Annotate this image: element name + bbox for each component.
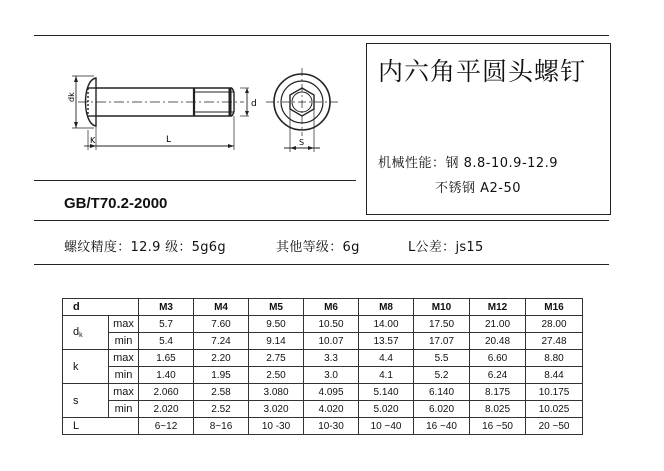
table-row [63, 333, 583, 350]
table-row [63, 367, 583, 384]
max-label: max [109, 316, 139, 333]
k-label: K [90, 136, 96, 145]
s-label: S [299, 138, 305, 147]
table-cell: 4.1 [359, 367, 414, 384]
table-cell: 21.00 [470, 316, 526, 333]
table-cell: 20.48 [470, 333, 526, 350]
table-cell: 1.65 [139, 350, 194, 367]
standard-code: GB/T70.2-2000 [64, 195, 168, 212]
dk-label: dk [67, 92, 76, 102]
k-row-label: k [63, 350, 109, 384]
header-cell: M12 [470, 299, 526, 316]
l-tolerance: L公差：js15 [408, 240, 484, 255]
table-cell: 4.020 [304, 401, 359, 418]
s-row-label: s [63, 384, 109, 418]
table-cell: 3.0 [304, 367, 359, 384]
table-cell: 6~12 [139, 418, 194, 435]
header-cell: M16 [526, 299, 583, 316]
header-cell: M10 [414, 299, 470, 316]
table-cell: 10.175 [526, 384, 583, 401]
table-cell: 2.20 [194, 350, 249, 367]
table-cell: 8.80 [526, 350, 583, 367]
table-cell: 17.50 [414, 316, 470, 333]
min-label: min [109, 401, 139, 418]
table-cell: 5.140 [359, 384, 414, 401]
table-cell: 5.4 [139, 333, 194, 350]
header-cell: M3 [139, 299, 194, 316]
max-label: max [109, 350, 139, 367]
table-cell: 2.020 [139, 401, 194, 418]
page-title: 内六角平圆头螺钉 [378, 57, 587, 86]
table-row [63, 350, 583, 367]
dk-subscript: k [79, 332, 83, 339]
l-label: L [166, 135, 172, 145]
table-cell: 10-30 [304, 418, 359, 435]
table-cell: 6.020 [414, 401, 470, 418]
drawing-bottom-rule [34, 180, 356, 181]
table-cell: 9.14 [249, 333, 304, 350]
table-cell: 4.095 [304, 384, 359, 401]
d-label: d [251, 99, 257, 109]
min-label: min [109, 367, 139, 384]
table-row [63, 418, 583, 435]
thread-precision: 螺纹精度：12.9 级：5g6g [64, 240, 226, 255]
table-cell: 5.2 [414, 367, 470, 384]
table-cell: 2.75 [249, 350, 304, 367]
table-cell: 5.020 [359, 401, 414, 418]
table-cell: 6.24 [470, 367, 526, 384]
l-row-label: L [63, 418, 139, 435]
table-cell: 27.48 [526, 333, 583, 350]
table-cell: 16 ~50 [470, 418, 526, 435]
table-cell: 10.025 [526, 401, 583, 418]
stainless-steel-grade: 不锈钢 A2-50 [435, 181, 522, 196]
table-cell: 4.4 [359, 350, 414, 367]
table-cell: 2.50 [249, 367, 304, 384]
table-cell: 5.5 [414, 350, 470, 367]
standard-bottom-rule [34, 220, 609, 221]
dk-main: d [73, 326, 80, 338]
table-cell: 6.60 [470, 350, 526, 367]
table-cell: 1.95 [194, 367, 249, 384]
table-cell: 17.07 [414, 333, 470, 350]
table-cell: 8.025 [470, 401, 526, 418]
table-cell: 20 ~50 [526, 418, 583, 435]
table-cell: 8.175 [470, 384, 526, 401]
header-cell: M5 [249, 299, 304, 316]
table-cell: 7.24 [194, 333, 249, 350]
table-cell: 2.52 [194, 401, 249, 418]
header-cell: M4 [194, 299, 249, 316]
table-header-row [63, 299, 583, 316]
table-cell: 6.140 [414, 384, 470, 401]
table-cell: 10.07 [304, 333, 359, 350]
table-cell: 3.3 [304, 350, 359, 367]
table-cell: 14.00 [359, 316, 414, 333]
min-label: min [109, 333, 139, 350]
table-cell: 2.060 [139, 384, 194, 401]
table-cell: 8.44 [526, 367, 583, 384]
mechanical-properties: 机械性能：钢 8.8-10.9-12.9 [378, 156, 559, 171]
table-cell: 1.40 [139, 367, 194, 384]
table-cell: 3.080 [249, 384, 304, 401]
table-cell: 13.57 [359, 333, 414, 350]
max-label: max [109, 384, 139, 401]
spec-bottom-rule [34, 264, 609, 265]
header-cell: M6 [304, 299, 359, 316]
table-cell: 10.50 [304, 316, 359, 333]
table-row [63, 384, 583, 401]
table-cell: 3.020 [249, 401, 304, 418]
table-cell: 10 -30 [249, 418, 304, 435]
table-cell: 16 ~40 [414, 418, 470, 435]
screw-drawing [44, 40, 344, 175]
table-cell: 7.60 [194, 316, 249, 333]
top-rule [34, 35, 609, 36]
table-row [63, 401, 583, 418]
header-cell: M8 [359, 299, 414, 316]
table-cell: 9.50 [249, 316, 304, 333]
header-cell: d [63, 299, 139, 316]
table-cell: 5.7 [139, 316, 194, 333]
table-cell: 28.00 [526, 316, 583, 333]
table-row [63, 316, 583, 333]
table-cell: 10 ~40 [359, 418, 414, 435]
dk-row-label [63, 316, 109, 350]
other-grade: 其他等级：6g [276, 240, 360, 255]
table-cell: 2.58 [194, 384, 249, 401]
dimensions-table [62, 298, 583, 435]
table-cell: 8~16 [194, 418, 249, 435]
